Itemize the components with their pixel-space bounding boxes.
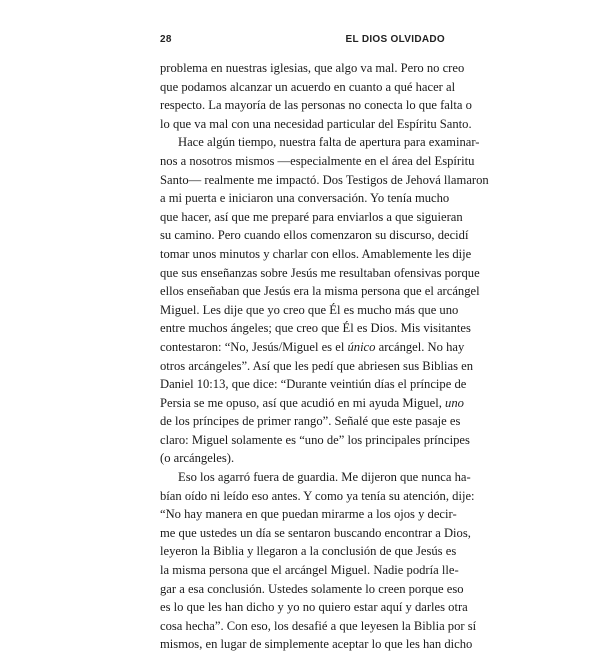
text-line: cosa hecha”. Con eso, los desafié a que leyesen la Biblia por sí [160,618,477,633]
paragraph [160,133,489,468]
text-line: Persia se me opuso, así que acudió en mi ayuda Miguel, uno [160,395,464,410]
text-line: leyeron la Biblia y llegaron a la conclusión de que Jesús es [160,544,457,559]
text-line: contestaron: “No, Jesús/Miguel es el único arcángel. No hay [160,339,465,354]
text-line: “No hay manera en que puedan mirarme a los ojos y decir- [160,507,457,522]
paragraph [160,59,472,133]
text-line: Eso los agarró fuera de guardia. Me dijeron que nunca ha- [178,470,471,485]
body-text [160,59,489,654]
text-line: a mi puerta e iniciaron una conversación. Yo tenía mucho [160,191,450,206]
text-line: de los príncipes de primer rango”. Señalé que este pasaje es [160,414,461,429]
page-number: 28 [160,34,172,45]
text-line: (o arcángeles). [160,451,235,466]
text-line: es lo que les han dicho y yo no quiero estar aquí y darles otra [160,600,468,615]
text-line: su camino. Pero cuando ellos comenzaron su discurso, decidí [160,228,469,243]
paragraph [160,468,477,654]
text-line: Daniel 10:13, que dice: “Durante veintiún días el príncipe de [160,377,467,392]
text-line: gar a esa conclusión. Ustedes solamente lo creen porque eso [160,581,464,596]
text-line: Hace algún tiempo, nuestra falta de apertura para examinar- [178,135,480,150]
text-line: bían oído ni leído eso antes. Y como ya tenía su atención, dije: [160,488,475,503]
running-head: EL DIOS OLVIDADO [345,34,445,45]
text-line: entre muchos ángeles; que creo que Él es Dios. Mis visitantes [160,321,471,336]
text-line: la misma persona que el arcángel Miguel. Nadie podría lle- [160,563,459,578]
text-line: tomar unos minutos y charlar con ellos. Amablemente les dije [160,246,472,261]
text-line: que hacer, así que me preparé para enviarlos a que siguieran [160,209,463,224]
text-line: otros arcángeles”. Así que les pedí que abriesen sus Biblias en [160,358,474,373]
text-line: problema en nuestras iglesias, que algo va mal. Pero no creo [160,61,465,75]
text-line: que podamos alcanzar un acuerdo en cuanto a qué hacer al [160,79,456,94]
text-line: respecto. La mayoría de las personas no conecta lo que falta o [160,98,472,113]
text-line: Santo— realmente me impactó. Dos Testigos de Jehová llamaron [160,172,489,187]
text-line: me que ustedes un día se sentaron buscando encontrar a Dios, [160,525,471,540]
text-line: mismos, en lugar de simplemente aceptar lo que les han dicho [160,637,473,652]
text-line: que sus enseñanzas sobre Jesús me resultaban ofensivas porque [160,265,480,280]
text-line: claro: Miguel solamente es “uno de” los principales príncipes [160,432,470,447]
text-line: lo que va mal con una necesidad particular del Espíritu Santo. [160,116,472,131]
text-line: Miguel. Les dije que yo creo que Él es mucho más que uno [160,302,459,317]
text-line: ellos enseñaban que Jesús era la misma persona que el arcángel [160,284,480,299]
text-line: nos a nosotros mismos —especialmente en el área del Espíritu [160,153,475,168]
